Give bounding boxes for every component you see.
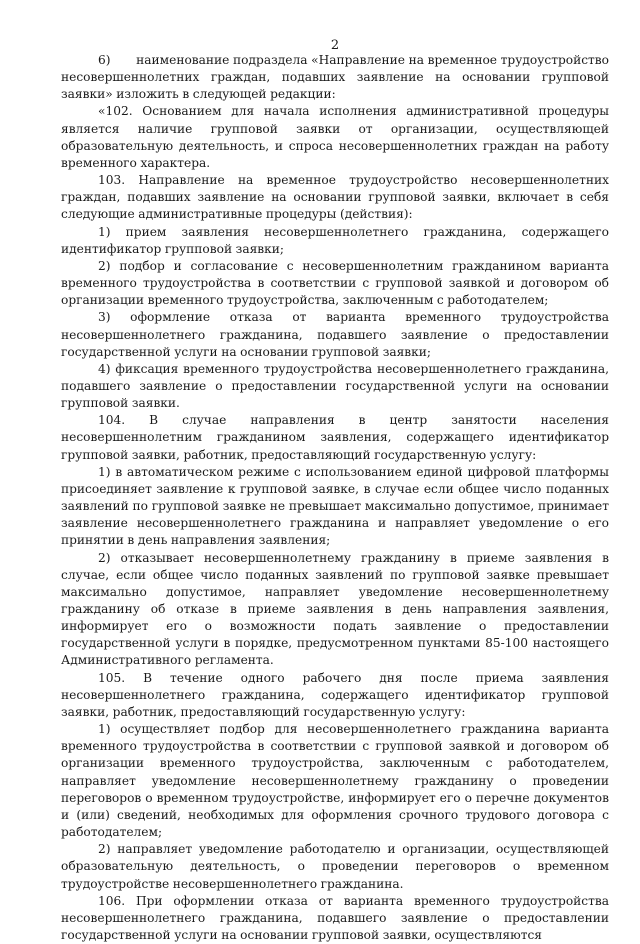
- page-number: 2: [330, 38, 340, 53]
- paragraph-105-item-2: 2) направляет уведомление работодателю и организации, осуществляющей образовательную деятельность, о проведении переговоров о временном трудоустройстве несовершеннолетнего гражданина.: [61, 842, 609, 891]
- paragraph-item-6: 6) наименование подраздела «Направление на временное трудоустройство несовершеннолетних граждан, подавших заявление на основании групповой заявки» изложить в следующей редакции:: [61, 53, 609, 102]
- document-body: [61, 52, 609, 944]
- paragraph-105-item-1: 1) осуществляет подбор для несовершеннолетнего гражданина варианта временного трудоустройства в соответствии с групповой заявкой и договором об организации временного трудоустройства, заключенным с работодателем, направляет уведомление несовершеннолетнему гражданину о проведении переговоров о временном трудоустройстве, информирует его о перечне документов и (или) сведений, необходимых для оформления срочного трудового договора с работодателем;: [61, 722, 609, 840]
- paragraph-105: 105. В течение одного рабочего дня после приема заявления несовершеннолетнего гражданина, содержащего идентификатор групповой заявки, работник, предоставляющий государственную услугу:: [61, 670, 609, 719]
- paragraph-103-item-4: 4) фиксация временного трудоустройства несовершеннолетнего гражданина, подавшего заявление о предоставлении государственной услуги на основании групповой заявки.: [61, 361, 609, 411]
- paragraph-103-item-3: 3) оформление отказа от варианта временного трудоустройства несовершеннолетнего гражданина, подавшего заявление о предоставлении государственной услуги на основании групповой заявки;: [61, 310, 609, 359]
- paragraph-106: 106. При оформлении отказа от варианта временного трудоустройства несовершеннолетнего гражданина, подавшего заявление о предоставлении государственной услуги на основании групповой заявки, осуществляются: [61, 893, 609, 942]
- paragraph-102: «102. Основанием для начала исполнения административной процедуры является наличие групповой заявки от организации, осуществляющей образовательную деятельность, и спроса несовершеннолетних граждан на работу временного характера.: [61, 104, 609, 170]
- paragraph-104-item-1: 1) в автоматическом режиме с использованием единой цифровой платформы присоединяет заявление к групповой заявке, в случае если общее число поданных заявлений по групповой заявке не превышает максимально допустимое, принимает заявление несовершеннолетнего гражданина и направляет уведомление о его принятии в день направления заявления;: [61, 464, 609, 548]
- paragraph-103: 103. Направление на временное трудоустройство несовершеннолетних граждан, подавших заявление на основании групповой заявки, включает в себя следующие административные процедуры (действия):: [61, 173, 609, 222]
- paragraph-104-item-2: 2) отказывает несовершеннолетнему гражданину в приеме заявления в случае, если общее число поданных заявлений по групповой заявке превышает максимально допустимое, направляет уведомление несовершеннолетнему гражданину об отказе в приеме заявления в день направления заявления, информирует его о возможности подать заявление о предоставлении государственной услуги в порядке, предусмотренном пунктами 85-100 настоящего Административного регламента.: [61, 550, 609, 668]
- paragraph-104: 104. В случае направления в центр занятости населения несовершеннолетним гражданином заявления, содержащего идентификатор групповой заявки, работник, предоставляющий государственную услугу:: [61, 413, 609, 462]
- paragraph-103-item-1: 1) прием заявления несовершеннолетнего гражданина, содержащего идентификатор групповой заявки;: [61, 224, 609, 256]
- paragraph-103-item-2: 2) подбор и согласование с несовершеннолетним гражданином варианта временного трудоустройства в соответствии с групповой заявкой и договором об организации временного трудоустройства, заключенным с работодателем;: [61, 258, 609, 308]
